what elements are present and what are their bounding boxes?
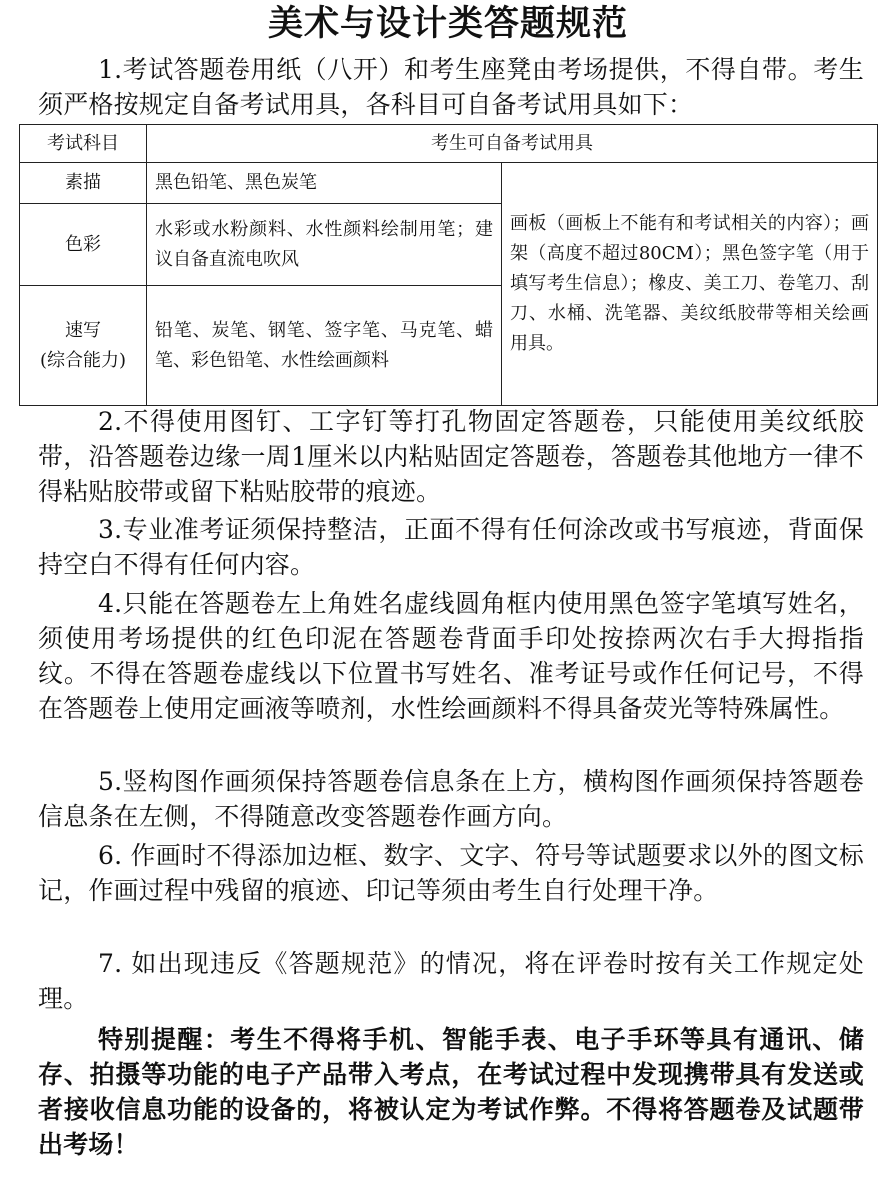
rule-6: 6. 作画时不得添加边框、数字、文字、符号等试题要求以外的图文标记，作画过程中残留的痕迹、印记等须由考生自行处理干净。 xyxy=(38,841,864,905)
exam-tools-table xyxy=(19,124,878,406)
tools-cell: 水彩或水粉颜料、水性颜料绘制用笔；建议自备直流电吹风 xyxy=(147,204,502,286)
header-tools: 考生可自备考试用具 xyxy=(147,125,878,163)
header-subject: 考试科目 xyxy=(20,125,147,163)
rule-1: 1.考试答题卷用纸（八开）和考生座凳由考场提供，不得自带。考生须严格按规定自备考试用具，各科目可自备考试用具如下： xyxy=(38,55,864,119)
subject-cell xyxy=(20,286,147,406)
common-tools-cell: 画板（画板上不能有和考试相关的内容）；画架（高度不超过80CM）；黑色签字笔（用于填写考生信息）；橡皮、美工刀、卷笔刀、刮刀、水桶、洗笔器、美纹纸胶带等相关绘画用具。 xyxy=(502,163,878,406)
rule-3: 3.专业准考证须保持整洁，正面不得有任何涂改或书写痕迹，背面保持空白不得有任何内容。 xyxy=(38,515,864,579)
tools-cell: 铅笔、炭笔、钢笔、签字笔、马克笔、蜡笔、彩色铅笔、水性绘画颜料 xyxy=(147,286,502,406)
rule-2: 2.不得使用图钉、工字钉等打孔物固定答题卷，只能使用美纹纸胶带，沿答题卷边缘一周1厘米以内粘贴固定答题卷，答题卷其他地方一律不得粘贴胶带或留下粘贴胶带的痕迹。 xyxy=(38,407,864,506)
tools-cell: 黑色铅笔、黑色炭笔 xyxy=(147,163,502,204)
rule-4: 4.只能在答题卷左上角姓名虚线圆角框内使用黑色签字笔填写姓名，须使用考场提供的红色印泥在答题卷背面手印处按捺两次右手大拇指指纹。不得在答题卷虚线以下位置书写姓名、准考证号或作任何记号，不得在答题卷上使用定画液等喷剂，水性绘画颜料不得具备荧光等特殊属性。 xyxy=(38,589,864,723)
rule-5: 5.竖构图作画须保持答题卷信息条在上方，横构图作画须保持答题卷信息条在左侧，不得随意改变答题卷作画方向。 xyxy=(38,767,864,831)
rule-7: 7. 如出现违反《答题规范》的情况，将在评卷时按有关工作规定处理。 xyxy=(38,949,864,1013)
subject-cell: 色彩 xyxy=(20,204,147,286)
special-notice: 特别提醒：考生不得将手机、智能手表、电子手环等具有通讯、储存、拍摄等功能的电子产品带入考点，在考试过程中发现携带具有发送或者接收信息功能的设备的，将被认定为考试作弊。不得将答题卷及试题带出考场！ xyxy=(38,1025,864,1159)
table-row xyxy=(20,163,878,204)
subject-note: (综合能力) xyxy=(39,349,127,371)
table-header-row xyxy=(20,125,878,163)
subject-cell: 素描 xyxy=(20,163,147,204)
page-title: 美术与设计类答题规范 xyxy=(267,3,628,44)
subject-name: 速写 xyxy=(65,319,101,341)
